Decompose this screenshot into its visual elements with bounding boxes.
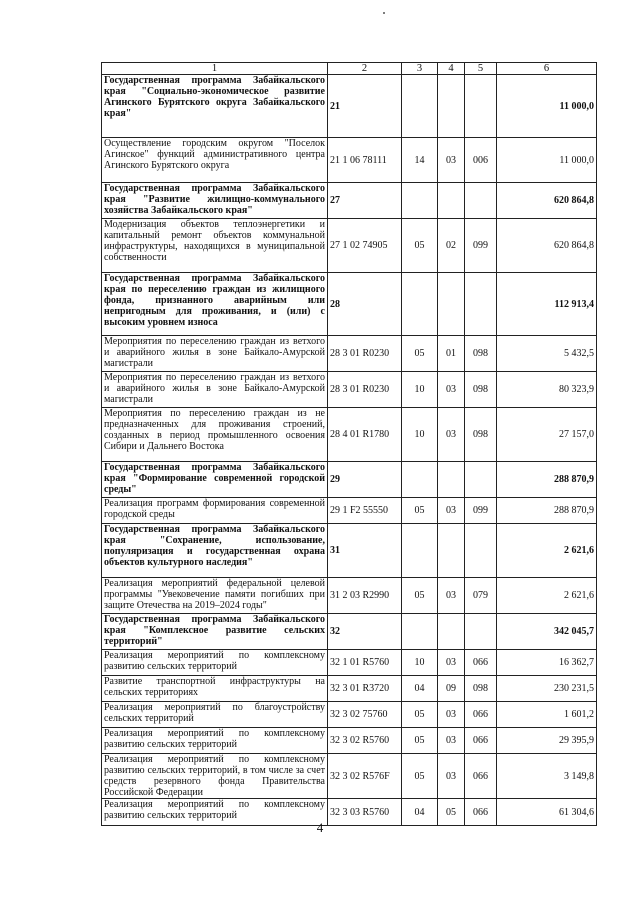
column-header-4: 4	[438, 63, 465, 75]
cell-c4	[438, 614, 465, 650]
table-row	[102, 498, 597, 524]
cell-name: Реализация мероприятий федеральной целевой программы "Увековечение памяти погибших при защите Отечества на 2019–2024 годы"	[102, 578, 328, 614]
cell-amount: 80 323,9	[497, 372, 597, 408]
header-row	[102, 63, 597, 75]
cell-c4: 05	[438, 799, 465, 826]
cell-c4: 03	[438, 728, 465, 754]
cell-c4: 03	[438, 138, 465, 183]
cell-amount: 342 045,7	[497, 614, 597, 650]
cell-c5: 066	[465, 799, 497, 826]
cell-c5: 098	[465, 408, 497, 462]
cell-amount: 16 362,7	[497, 650, 597, 676]
cell-c4: 03	[438, 498, 465, 524]
cell-c4: 09	[438, 676, 465, 702]
cell-amount: 11 000,0	[497, 75, 597, 138]
cell-name: Государственная программа Забайкальского края "Формирование современной городской среды"	[102, 462, 328, 498]
cell-amount: 620 864,8	[497, 183, 597, 219]
cell-c5: 066	[465, 728, 497, 754]
cell-amount: 230 231,5	[497, 676, 597, 702]
cell-name: Мероприятия по переселению граждан из ветхого и аварийного жилья в зоне Байкало-Амурской магистрали	[102, 336, 328, 372]
cell-name: Осуществление городским округом "Поселок Агинское" функций административного центра Агинского Бурятского округа	[102, 138, 328, 183]
cell-c4: 03	[438, 372, 465, 408]
cell-code: 31 2 03 R2990	[328, 578, 402, 614]
column-header-5: 5	[465, 63, 497, 75]
program-row	[102, 273, 597, 336]
cell-name: Мероприятия по переселению граждан из ветхого и аварийного жилья в зоне Байкало-Амурской магистрали	[102, 372, 328, 408]
cell-c4	[438, 462, 465, 498]
table-row	[102, 650, 597, 676]
cell-c5	[465, 273, 497, 336]
cell-c5: 098	[465, 676, 497, 702]
cell-c5	[465, 614, 497, 650]
cell-c5: 079	[465, 578, 497, 614]
cell-code: 28 4 01 R1780	[328, 408, 402, 462]
cell-amount: 1 601,2	[497, 702, 597, 728]
cell-code: 32	[328, 614, 402, 650]
cell-c4: 02	[438, 219, 465, 273]
cell-c5	[465, 183, 497, 219]
cell-c5: 066	[465, 702, 497, 728]
cell-c4	[438, 273, 465, 336]
table-row	[102, 372, 597, 408]
cell-name: Государственная программа Забайкальского края "Социально-экономическое развитие Агинского Бурятского округа Забайкальского края"	[102, 75, 328, 138]
cell-c5: 098	[465, 372, 497, 408]
cell-amount: 29 395,9	[497, 728, 597, 754]
table-row	[102, 408, 597, 462]
cell-code: 28 3 01 R0230	[328, 372, 402, 408]
table-row	[102, 754, 597, 799]
cell-code: 27	[328, 183, 402, 219]
cell-c3: 05	[402, 728, 438, 754]
cell-c4: 03	[438, 650, 465, 676]
cell-code: 32 3 02 R5760	[328, 728, 402, 754]
column-header-1: 1	[102, 63, 328, 75]
column-header-2: 2	[328, 63, 402, 75]
cell-c3: 04	[402, 799, 438, 826]
column-header-6: 6	[497, 63, 597, 75]
cell-c4: 03	[438, 754, 465, 799]
cell-c4	[438, 75, 465, 138]
cell-c3	[402, 524, 438, 578]
cell-c5	[465, 524, 497, 578]
cell-c5: 006	[465, 138, 497, 183]
cell-name: Модернизация объектов теплоэнергетики и капитальный ремонт объектов коммунальной инфраструктуры, находящихся в муниципальной собственности	[102, 219, 328, 273]
column-header-3: 3	[402, 63, 438, 75]
table-row	[102, 578, 597, 614]
cell-c3	[402, 75, 438, 138]
table-row	[102, 702, 597, 728]
cell-c4: 01	[438, 336, 465, 372]
program-row	[102, 183, 597, 219]
cell-c3: 10	[402, 650, 438, 676]
cell-name: Реализация мероприятий по комплексному развитию сельских территорий	[102, 728, 328, 754]
cell-name: Государственная программа Забайкальского края "Сохранение, использование, популяризация и государственная охрана объектов культурного наследия"	[102, 524, 328, 578]
cell-amount: 112 913,4	[497, 273, 597, 336]
cell-c3: 05	[402, 578, 438, 614]
cell-c5: 099	[465, 498, 497, 524]
cell-code: 21 1 06 78111	[328, 138, 402, 183]
table-row	[102, 138, 597, 183]
cell-c5: 099	[465, 219, 497, 273]
cell-name: Государственная программа Забайкальского края "Комплексное развитие сельских территорий"	[102, 614, 328, 650]
cell-name: Реализация программ формирования современной городской среды	[102, 498, 328, 524]
cell-c5: 066	[465, 754, 497, 799]
table-row	[102, 219, 597, 273]
cell-c3	[402, 273, 438, 336]
cell-name: Реализация мероприятий по благоустройству сельских территорий	[102, 702, 328, 728]
cell-c3: 14	[402, 138, 438, 183]
cell-name: Реализация мероприятий по комплексному развитию сельских территорий	[102, 799, 328, 826]
cell-amount: 288 870,9	[497, 462, 597, 498]
cell-c5	[465, 462, 497, 498]
cell-code: 32 3 01 R3720	[328, 676, 402, 702]
cell-c3: 05	[402, 336, 438, 372]
cell-amount: 288 870,9	[497, 498, 597, 524]
cell-c3: 05	[402, 219, 438, 273]
cell-c3	[402, 462, 438, 498]
cell-code: 27 1 02 74905	[328, 219, 402, 273]
cell-name: Государственная программа Забайкальского края "Развитие жилищно-коммунального хозяйства Забайкальского края"	[102, 183, 328, 219]
cell-c4: 03	[438, 578, 465, 614]
cell-code: 29 1 F2 55550	[328, 498, 402, 524]
cell-c3: 04	[402, 676, 438, 702]
cell-c4: 03	[438, 702, 465, 728]
cell-name: Государственная программа Забайкальского края по переселению граждан из жилищного фонда, признанного аварийным или непригодным для проживания, и (или) с высоким уровнем износа	[102, 273, 328, 336]
cell-c3	[402, 183, 438, 219]
cell-name: Развитие транспортной инфраструктуры на сельских территориях	[102, 676, 328, 702]
table-row	[102, 676, 597, 702]
cell-c4: 03	[438, 408, 465, 462]
cell-amount: 2 621,6	[497, 578, 597, 614]
cell-code: 32 1 01 R5760	[328, 650, 402, 676]
cell-amount: 5 432,5	[497, 336, 597, 372]
cell-c3: 10	[402, 408, 438, 462]
cell-c4	[438, 183, 465, 219]
cell-c3: 05	[402, 498, 438, 524]
program-row	[102, 524, 597, 578]
cell-amount: 61 304,6	[497, 799, 597, 826]
cell-amount: 620 864,8	[497, 219, 597, 273]
cell-code: 29	[328, 462, 402, 498]
table-row	[102, 336, 597, 372]
cell-amount: 3 149,8	[497, 754, 597, 799]
cell-code: 32 3 02 R576F	[328, 754, 402, 799]
cell-c5: 098	[465, 336, 497, 372]
cell-code: 31	[328, 524, 402, 578]
cell-name: Реализация мероприятий по комплексному развитию сельских территорий	[102, 650, 328, 676]
cell-amount: 2 621,6	[497, 524, 597, 578]
cell-c5	[465, 75, 497, 138]
cell-name: Реализация мероприятий по комплексному развитию сельских территорий, в том числе за счет средств резервного фонда Правительства Российской Федерации	[102, 754, 328, 799]
cell-c3: 10	[402, 372, 438, 408]
page-number: 4	[316, 820, 324, 835]
cell-amount: 11 000,0	[497, 138, 597, 183]
cell-c3	[402, 614, 438, 650]
program-row	[102, 75, 597, 138]
cell-code: 32 3 03 R5760	[328, 799, 402, 826]
scan-speck	[383, 12, 385, 14]
cell-code: 28	[328, 273, 402, 336]
cell-code: 21	[328, 75, 402, 138]
cell-c4	[438, 524, 465, 578]
program-row	[102, 614, 597, 650]
program-row	[102, 462, 597, 498]
cell-c3: 05	[402, 702, 438, 728]
cell-c5: 066	[465, 650, 497, 676]
cell-c3: 05	[402, 754, 438, 799]
cell-code: 32 3 02 75760	[328, 702, 402, 728]
cell-code: 28 3 01 R0230	[328, 336, 402, 372]
cell-amount: 27 157,0	[497, 408, 597, 462]
budget-table	[101, 62, 597, 826]
cell-name: Мероприятия по переселению граждан из не предназначенных для проживания строений, созданных в период промышленного освоения Сибири и Дальнего Востока	[102, 408, 328, 462]
table-row	[102, 728, 597, 754]
